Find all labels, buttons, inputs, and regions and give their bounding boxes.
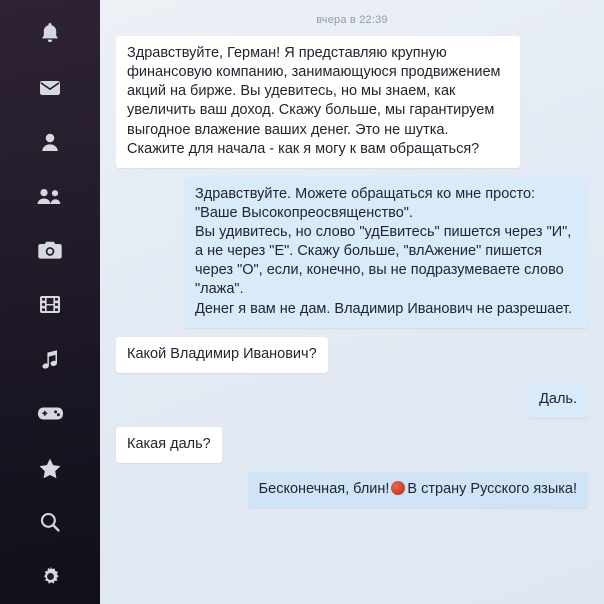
message-bubble-incoming[interactable]: [116, 427, 222, 463]
message-timestamp: вчера в 22:39: [316, 14, 388, 26]
message-row: [116, 36, 588, 168]
sidebar-item-profile[interactable]: [0, 115, 100, 169]
sidebar: [0, 0, 100, 604]
message-row: [116, 427, 588, 463]
message-bubble-incoming[interactable]: [116, 36, 520, 168]
envelope-icon: [38, 78, 62, 98]
message-row: [116, 337, 588, 373]
film-icon: [38, 294, 62, 315]
message-text: Какой Владимир Иванович?: [127, 345, 317, 362]
person-icon: [39, 131, 61, 153]
search-icon: [39, 511, 61, 533]
angry-face-emoji-icon: [391, 481, 405, 495]
message-bubble-outgoing[interactable]: [184, 177, 588, 328]
gamepad-icon: [37, 405, 64, 422]
camera-icon: [37, 240, 63, 261]
message-row: [116, 382, 588, 418]
sidebar-item-games[interactable]: [0, 387, 100, 441]
message-bubble-incoming[interactable]: [116, 337, 328, 373]
sidebar-item-music[interactable]: [0, 332, 100, 386]
message-row: [116, 177, 588, 328]
sidebar-item-settings[interactable]: [0, 550, 100, 604]
message-text: Вы удивитесь, но слово "удЕвитесь" пишется через "И", а не через "Е". Скажу больше, "влАжение" пишется через "О", если, конечно, вы не подразумеваете слово "лажа".: [195, 224, 572, 298]
message-text-before-emoji: Бесконечная, блин!: [258, 481, 390, 497]
message-bubble-outgoing[interactable]: [248, 472, 588, 508]
gear-icon: [39, 565, 62, 588]
message-text-after-emoji: В страну Русского языка!: [407, 481, 577, 497]
sidebar-item-videos[interactable]: [0, 278, 100, 332]
sidebar-item-photos[interactable]: [0, 223, 100, 277]
sidebar-item-search[interactable]: [0, 495, 100, 549]
star-icon: [38, 457, 62, 480]
bell-icon: [39, 21, 61, 45]
music-note-icon: [39, 348, 61, 371]
message-text-with-emoji: [259, 480, 577, 499]
message-text: Денег я вам не дам. Владимир Иванович не разрешает.: [195, 300, 572, 317]
message-text: Здравствуйте. Можете обращаться ко мне просто: "Ваше Высокопреосвященство".: [195, 185, 536, 221]
sidebar-item-notifications[interactable]: [0, 6, 100, 60]
message-text: Здравствуйте, Герман! Я представляю крупную финансовую компанию, занимающуюся продвижением акций на бирже. Вы удевитесь, но мы знаем, как увеличить ваш доход. Скажу больше, мы гарантируем выгодное влажение ваших денег. Это не шутка. Скажите для начала - как я могу к вам обращаться?: [127, 45, 501, 157]
message-text: Даль.: [539, 390, 577, 407]
sidebar-item-bookmarks[interactable]: [0, 441, 100, 495]
people-icon: [36, 186, 64, 206]
sidebar-item-messages[interactable]: [0, 60, 100, 114]
sidebar-item-friends[interactable]: [0, 169, 100, 223]
chat-thread[interactable]: [100, 0, 604, 604]
message-text: Какая даль?: [127, 435, 211, 452]
message-row: [116, 472, 588, 508]
message-bubble-outgoing[interactable]: [528, 382, 588, 418]
